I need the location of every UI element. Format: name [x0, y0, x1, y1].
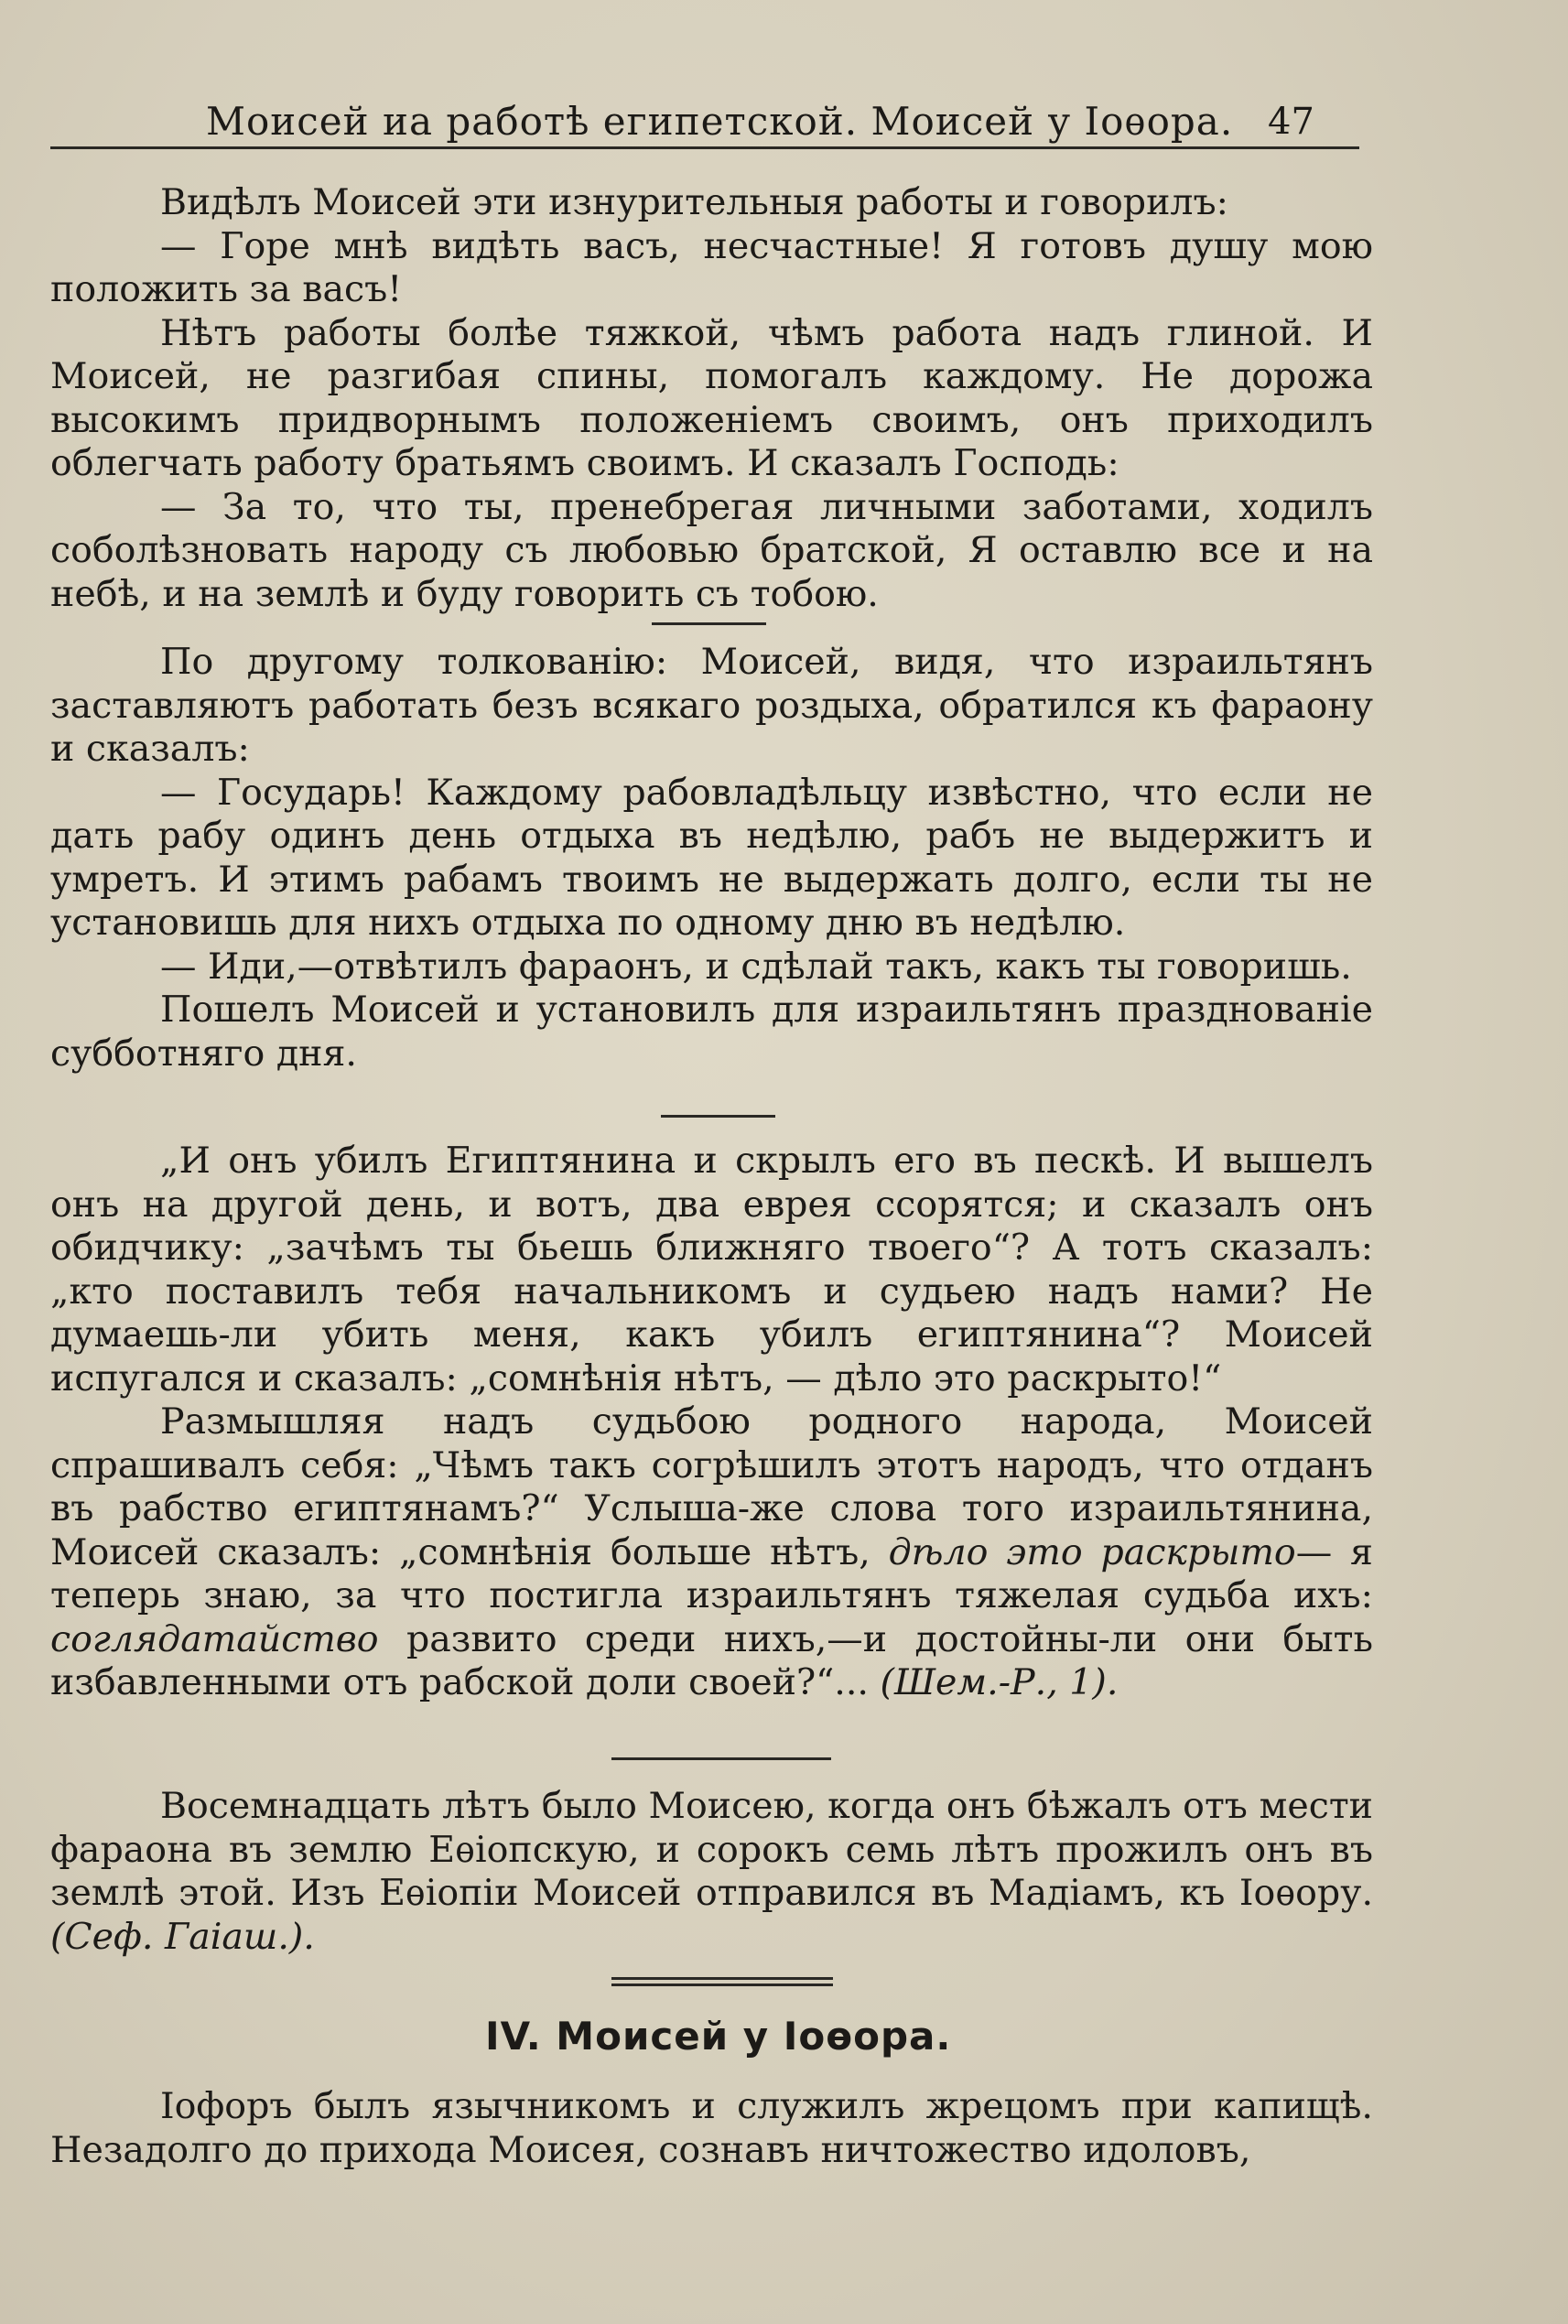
paragraph: — За то, что ты, пренебрегая личными заботами, ходилъ соболѣзновать народу съ любовью братской, Я оставлю все и на небѣ, и на землѣ и буду говорить съ тобою.: [50, 485, 1373, 615]
text-run: Восемнадцать лѣтъ было Моисею, когда онъ бѣжалъ отъ мести фараона въ землю Еѳіопскую, и сорокъ семь лѣтъ прожилъ онъ въ землѣ этой. Изъ Еѳіопіи Моисей отправился въ Мадіамъ, къ Іоѳору.: [50, 1785, 1373, 1914]
paragraph: Нѣтъ работы болѣе тяжкой, чѣмъ работа надъ глиной. И Моисей, не разгибая спины, помогалъ каждому. Не дорожа высокимъ придворнымъ положеніемъ своимъ, онъ приходилъ облегчать работу братьямъ своимъ. И сказалъ Господь:: [50, 311, 1373, 484]
page-number: 47: [1268, 101, 1314, 143]
paragraph: — Государь! Каждому рабовладѣльцу извѣстно, что если не дать рабу одинъ день отдыха въ недѣлю, рабъ не выдержитъ и умретъ. И этимъ рабамъ твоимъ не выдержать долго, если ты не установишь для нихъ отдыха по одному дню въ недѣлю.: [50, 771, 1373, 944]
italic-phrase: соглядатайство: [50, 1617, 379, 1660]
text-run: Размышляя надъ судьбою родного народа, Моисей спрашивалъ себя: „Чѣмъ такъ согрѣшилъ этотъ народъ, что отданъ въ рабство египтянамъ?“ Услыша-же слова того израильтянина, Моисей сказалъ: „сомнѣнія больше нѣтъ,: [50, 1400, 1373, 1573]
paragraph: — Горе мнѣ видѣть васъ, несчастные! Я готовъ душу мою положить за васъ!: [50, 224, 1373, 310]
text-block-4: [50, 1785, 1373, 1959]
text-block-3: [50, 1140, 1373, 1705]
paragraph: По другому толкованію: Моисей, видя, что израильтянъ заставляютъ работать безъ всякаго роздыха, обратился къ фараону и сказалъ:: [50, 641, 1373, 770]
running-title: Моисей иа работѣ египетской. Моисей у Іоѳора.: [206, 99, 1234, 144]
text-block-5: [50, 2085, 1373, 2172]
paragraph: Іофоръ былъ язычникомъ и служилъ жрецомъ при капищѣ. Незадолго до прихода Моисея, сознавъ ничтожество идоловъ,: [50, 2085, 1373, 2171]
text-block-1: [50, 181, 1373, 616]
text-block-2: [50, 641, 1373, 1076]
italic-phrase: дѣло это раскрыто: [888, 1530, 1296, 1573]
quote-paragraph: „И онъ убилъ Египтянина и скрылъ его въ пескѣ. И вышелъ онъ на другой день, и вотъ, два еврея ссорятся; и сказалъ онъ обидчику: „зачѣмъ ты бьешь ближняго твоего“? А тотъ сказалъ: „кто поставилъ тебя начальникомъ и судьею надъ нами? Не думаешь-ли убить меня, какъ убилъ египтянина“? Моисей испугался и сказалъ: „сомнѣнія нѣтъ, — дѣло это раскрыто!“: [50, 1140, 1373, 1400]
section-heading: IV. Моисей у Іоѳора.: [485, 2014, 952, 2059]
paragraph: [50, 1400, 1373, 1705]
citation: (Сеф. Гаіаш.).: [50, 1915, 315, 1958]
paragraph: — Иди,—отвѣтилъ фараонъ, и сдѣлай такъ, какъ ты говоришь.: [160, 945, 1352, 988]
text-run: развито среди нихъ,—и достойны-ли они быть избавленными отъ рабской доли своей?“...: [50, 1617, 1373, 1703]
paragraph: Пошелъ Моисей и установилъ для израильтянъ празднованіе субботняго дня.: [50, 989, 1373, 1075]
section-separator: [661, 1115, 775, 1118]
running-header: [50, 92, 1359, 150]
citation: (Шем.-Р., 1).: [880, 1661, 1119, 1703]
paragraph: Видѣлъ Моисей эти изнурительныя работы и говорилъ:: [160, 181, 1228, 223]
paragraph: [50, 1785, 1373, 1959]
section-separator: [611, 1757, 831, 1760]
section-separator: [652, 622, 766, 625]
header-rule: [50, 146, 1359, 149]
double-rule-separator: [611, 1977, 833, 1986]
text-run: — я теперь знаю, за что постигла израильтянъ тяжелая судьба ихъ:: [50, 1530, 1373, 1616]
